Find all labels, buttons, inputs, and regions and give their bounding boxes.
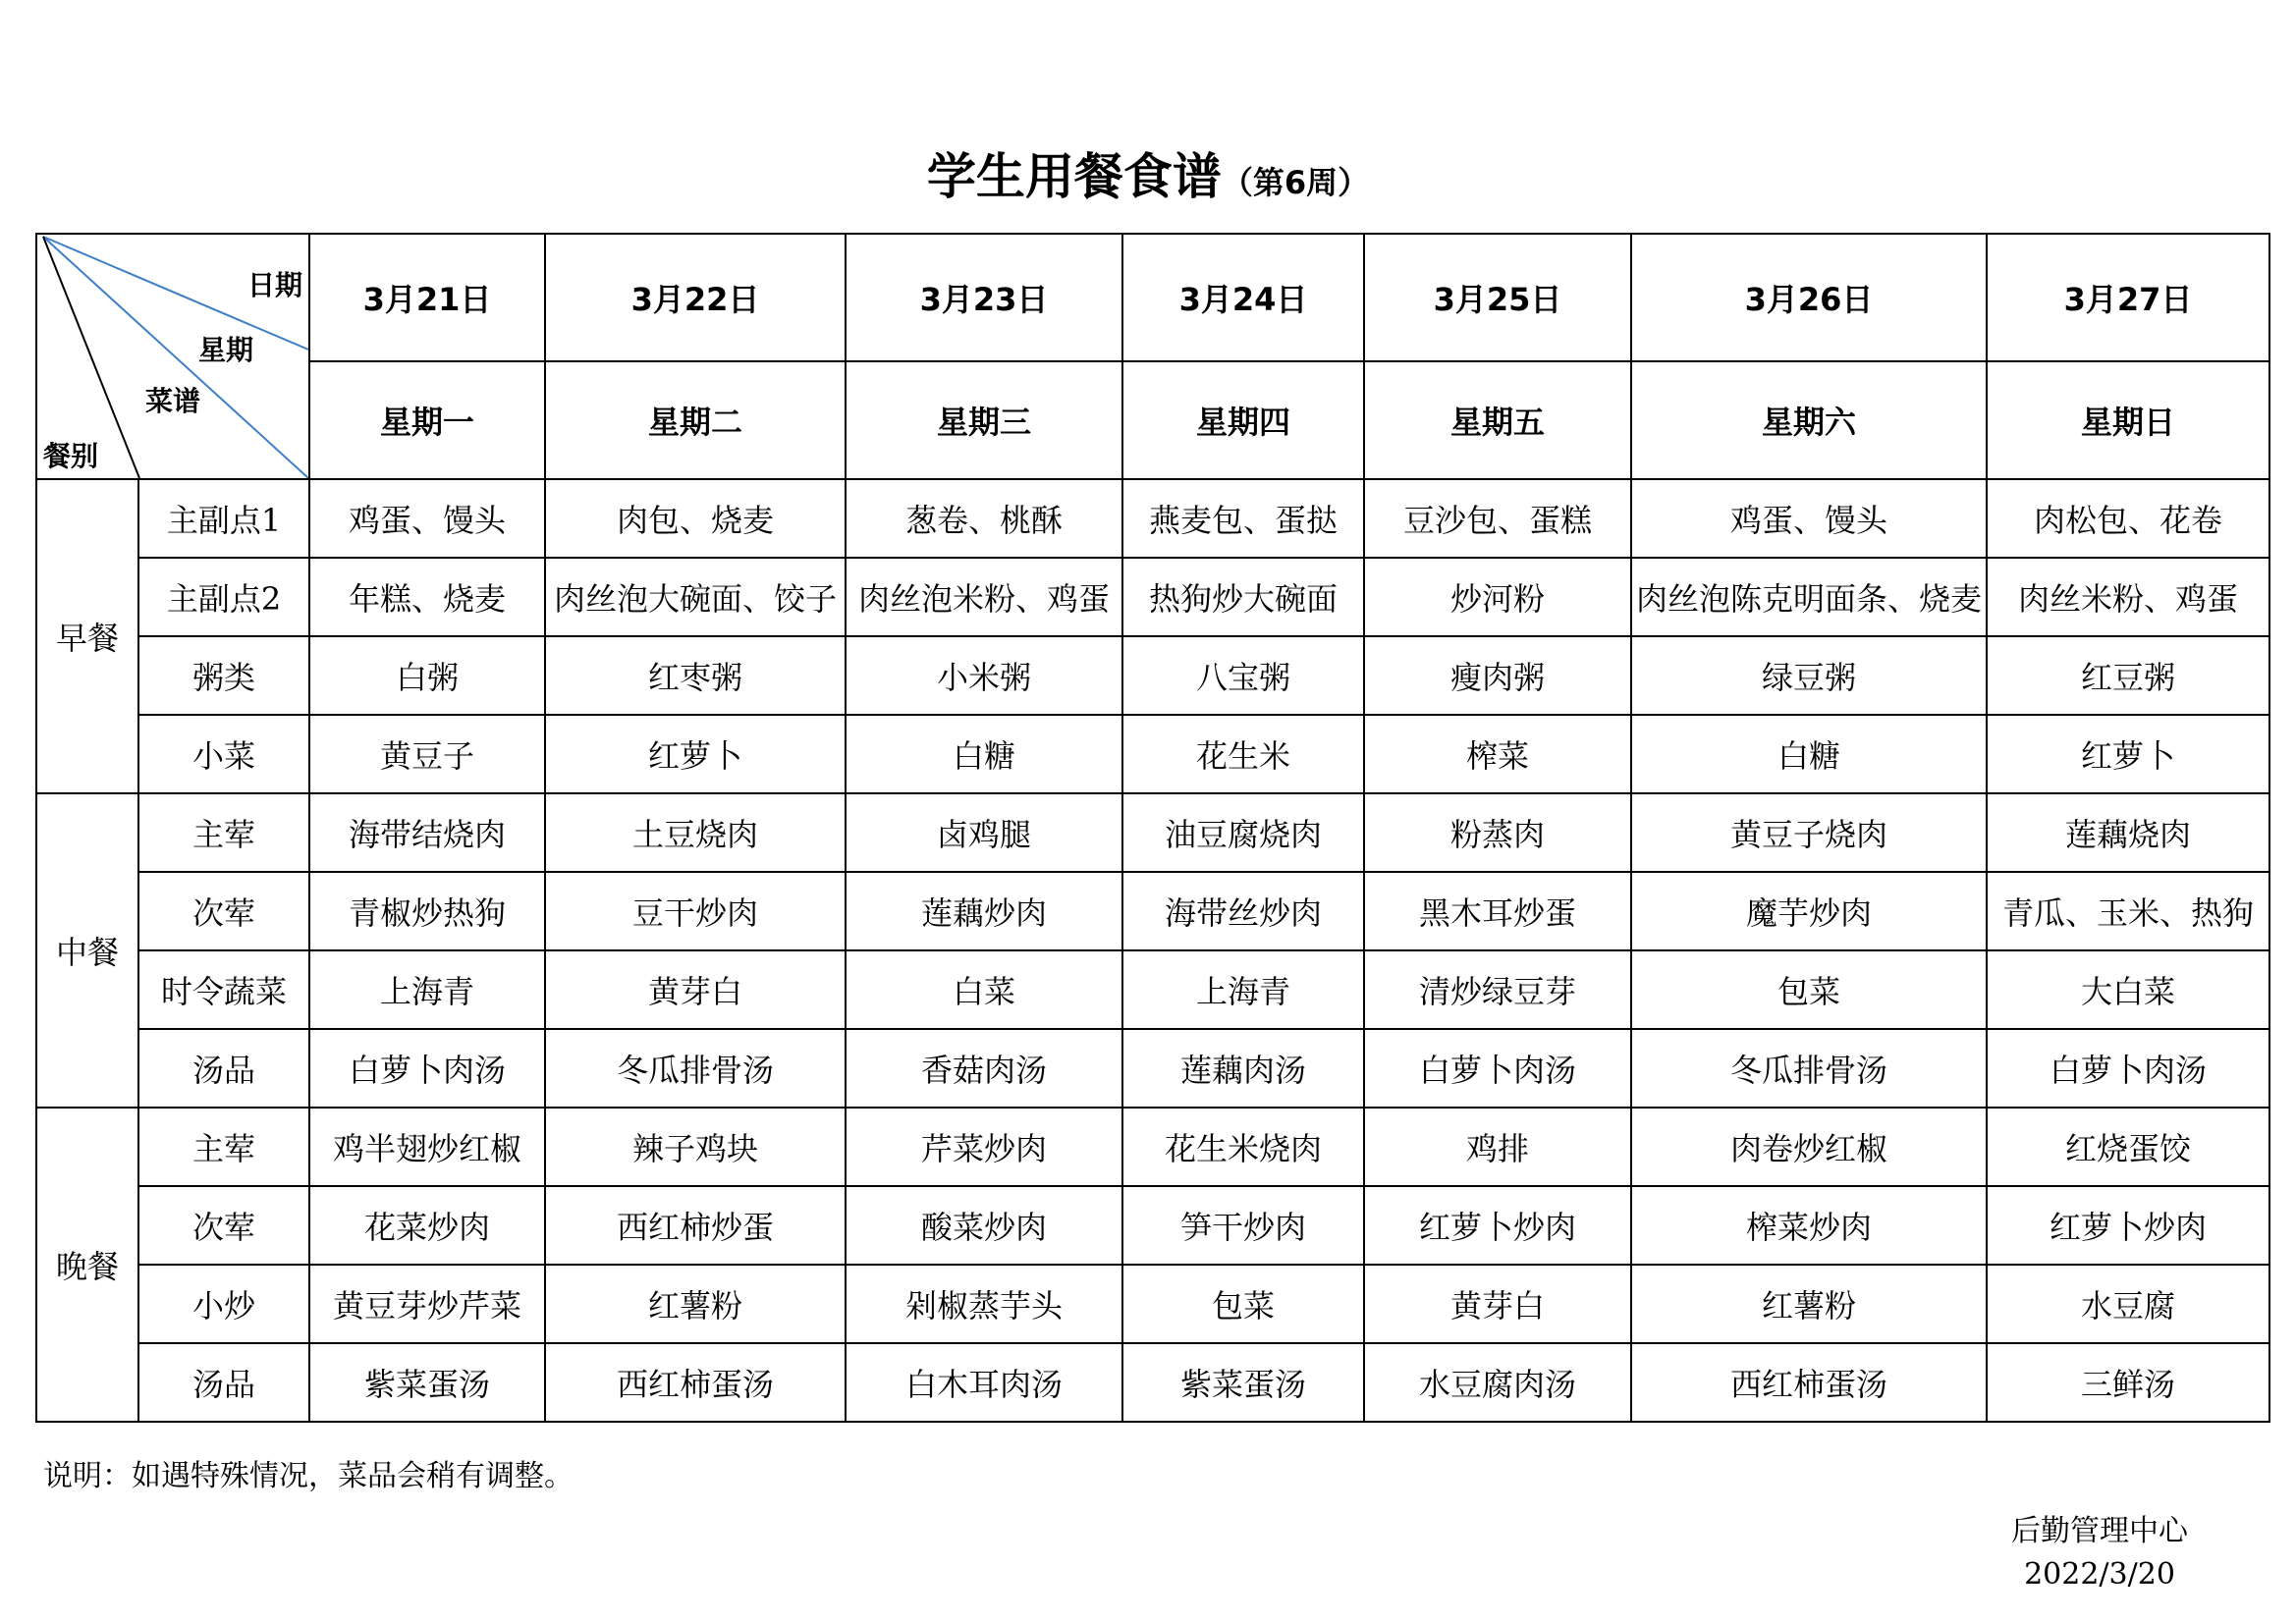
dish-cell: 鸡排 (1364, 1108, 1631, 1186)
footer-org: 后勤管理中心 (2011, 1514, 2188, 1548)
dish-cell: 花生米烧肉 (1122, 1108, 1364, 1186)
meal-name-cell: 中餐 (36, 793, 138, 1108)
dish-cell: 西红柿蛋汤 (1631, 1343, 1987, 1422)
corner-date-label: 日期 (247, 269, 303, 301)
corner-header (36, 234, 309, 479)
date-header: 3月23日 (846, 234, 1122, 361)
dish-category-cell: 次荤 (138, 872, 309, 950)
dish-cell: 红薯粉 (1631, 1265, 1987, 1343)
dish-cell: 莲藕炒肉 (846, 872, 1122, 950)
corner-menu-label: 菜谱 (145, 385, 201, 417)
dish-cell: 香菇肉汤 (846, 1029, 1122, 1108)
table-row (36, 715, 2269, 793)
dish-cell: 莲藕烧肉 (1987, 793, 2269, 872)
dish-cell: 上海青 (309, 950, 545, 1029)
weekday-header: 星期二 (545, 361, 846, 479)
table-row (36, 1265, 2269, 1343)
table-row (36, 1186, 2269, 1265)
dish-cell: 上海青 (1122, 950, 1364, 1029)
menu-table (35, 233, 2270, 1423)
table-row (36, 1029, 2269, 1108)
dish-category-cell: 主荤 (138, 793, 309, 872)
dish-category-cell: 粥类 (138, 636, 309, 715)
dish-category-cell: 主副点1 (138, 479, 309, 558)
dish-cell: 黄芽白 (1364, 1265, 1631, 1343)
dish-cell: 酸菜炒肉 (846, 1186, 1122, 1265)
dish-category-cell: 汤品 (138, 1029, 309, 1108)
dish-cell: 热狗炒大碗面 (1122, 558, 1364, 636)
dish-cell: 红枣粥 (545, 636, 846, 715)
dish-cell: 黄豆芽炒芹菜 (309, 1265, 545, 1343)
dish-cell: 海带结烧肉 (309, 793, 545, 872)
date-header: 3月26日 (1631, 234, 1987, 361)
dish-cell: 黄豆子烧肉 (1631, 793, 1987, 872)
dish-cell: 肉丝米粉、鸡蛋 (1987, 558, 2269, 636)
dish-cell: 小米粥 (846, 636, 1122, 715)
dish-cell: 花菜炒肉 (309, 1186, 545, 1265)
dish-cell: 肉丝泡陈克明面条、烧麦 (1631, 558, 1987, 636)
dish-cell: 冬瓜排骨汤 (1631, 1029, 1987, 1108)
dish-category-cell: 次荤 (138, 1186, 309, 1265)
footer (2011, 1510, 2188, 1596)
dish-cell: 肉松包、花卷 (1987, 479, 2269, 558)
weekday-header: 星期日 (1987, 361, 2269, 479)
dish-cell: 水豆腐 (1987, 1265, 2269, 1343)
dish-cell: 豆沙包、蛋糕 (1364, 479, 1631, 558)
page-title (0, 137, 2296, 208)
note: 说明：如遇特殊情况，菜品会稍有调整。 (43, 1459, 574, 1493)
corner-meal-label: 餐别 (43, 440, 99, 472)
dish-category-cell: 主副点2 (138, 558, 309, 636)
dish-cell: 辣子鸡块 (545, 1108, 846, 1186)
dish-cell: 八宝粥 (1122, 636, 1364, 715)
dish-category-cell: 主荤 (138, 1108, 309, 1186)
dish-cell: 笋干炒肉 (1122, 1186, 1364, 1265)
dish-cell: 榨菜炒肉 (1631, 1186, 1987, 1265)
dish-cell: 炒河粉 (1364, 558, 1631, 636)
title-main: 学生用餐食谱 (926, 148, 1222, 205)
dish-cell: 冬瓜排骨汤 (545, 1029, 846, 1108)
dish-cell: 绿豆粥 (1631, 636, 1987, 715)
dish-cell: 紫菜蛋汤 (1122, 1343, 1364, 1422)
dish-cell: 剁椒蒸芋头 (846, 1265, 1122, 1343)
table-row (36, 1108, 2269, 1186)
dish-cell: 莲藕肉汤 (1122, 1029, 1364, 1108)
dish-cell: 卤鸡腿 (846, 793, 1122, 872)
dish-cell: 土豆烧肉 (545, 793, 846, 872)
dish-cell: 葱卷、桃酥 (846, 479, 1122, 558)
dish-cell: 红萝卜炒肉 (1987, 1186, 2269, 1265)
meal-name-cell: 晚餐 (36, 1108, 138, 1422)
dish-category-cell: 时令蔬菜 (138, 950, 309, 1029)
dish-cell: 黄豆子 (309, 715, 545, 793)
dish-cell: 瘦肉粥 (1364, 636, 1631, 715)
table-row (36, 793, 2269, 872)
dish-cell: 红薯粉 (545, 1265, 846, 1343)
table-row (36, 479, 2269, 558)
dish-category-cell: 汤品 (138, 1343, 309, 1422)
dish-cell: 红萝卜炒肉 (1364, 1186, 1631, 1265)
weekday-header: 星期一 (309, 361, 545, 479)
dish-cell: 水豆腐肉汤 (1364, 1343, 1631, 1422)
title-week: （第6周） (1221, 164, 1370, 201)
dish-cell: 白萝卜肉汤 (309, 1029, 545, 1108)
footer-date: 2022/3/20 (2024, 1557, 2175, 1592)
dish-cell: 肉丝泡大碗面、饺子 (545, 558, 846, 636)
corner-weekday-label: 星期 (198, 334, 254, 366)
menu-body (36, 234, 2269, 1422)
date-header: 3月22日 (545, 234, 846, 361)
dish-cell: 鸡半翅炒红椒 (309, 1108, 545, 1186)
dish-cell: 大白菜 (1987, 950, 2269, 1029)
dish-cell: 肉包、烧麦 (545, 479, 846, 558)
table-row (36, 558, 2269, 636)
dish-cell: 燕麦包、蛋挞 (1122, 479, 1364, 558)
dish-cell: 红萝卜 (545, 715, 846, 793)
table-row (36, 636, 2269, 715)
dish-cell: 白菜 (846, 950, 1122, 1029)
date-header: 3月27日 (1987, 234, 2269, 361)
dish-cell: 鸡蛋、馒头 (1631, 479, 1987, 558)
date-header: 3月24日 (1122, 234, 1364, 361)
dish-cell: 青椒炒热狗 (309, 872, 545, 950)
dish-cell: 豆干炒肉 (545, 872, 846, 950)
dish-cell: 西红柿炒蛋 (545, 1186, 846, 1265)
dish-cell: 包菜 (1122, 1265, 1364, 1343)
dish-cell: 包菜 (1631, 950, 1987, 1029)
weekday-header: 星期四 (1122, 361, 1364, 479)
dish-cell: 红烧蛋饺 (1987, 1108, 2269, 1186)
dish-cell: 肉卷炒红椒 (1631, 1108, 1987, 1186)
table-row (36, 950, 2269, 1029)
dish-cell: 白粥 (309, 636, 545, 715)
dish-cell: 油豆腐烧肉 (1122, 793, 1364, 872)
dish-cell: 白萝卜肉汤 (1364, 1029, 1631, 1108)
dish-cell: 海带丝炒肉 (1122, 872, 1364, 950)
weekday-header: 星期五 (1364, 361, 1631, 479)
table-row (36, 1343, 2269, 1422)
dish-cell: 黄芽白 (545, 950, 846, 1029)
dish-cell: 红萝卜 (1987, 715, 2269, 793)
dish-cell: 花生米 (1122, 715, 1364, 793)
dish-cell: 肉丝泡米粉、鸡蛋 (846, 558, 1122, 636)
date-header: 3月25日 (1364, 234, 1631, 361)
dish-cell: 芹菜炒肉 (846, 1108, 1122, 1186)
dish-cell: 白糖 (1631, 715, 1987, 793)
meal-name-cell: 早餐 (36, 479, 138, 793)
table-row (36, 872, 2269, 950)
dish-cell: 年糕、烧麦 (309, 558, 545, 636)
dish-cell: 黑木耳炒蛋 (1364, 872, 1631, 950)
weekday-header: 星期六 (1631, 361, 1987, 479)
dish-cell: 青瓜、玉米、热狗 (1987, 872, 2269, 950)
dish-cell: 红豆粥 (1987, 636, 2269, 715)
dish-cell: 三鲜汤 (1987, 1343, 2269, 1422)
dish-cell: 魔芋炒肉 (1631, 872, 1987, 950)
dish-category-cell: 小菜 (138, 715, 309, 793)
dish-cell: 白糖 (846, 715, 1122, 793)
weekday-header: 星期三 (846, 361, 1122, 479)
date-header: 3月21日 (309, 234, 545, 361)
dish-cell: 紫菜蛋汤 (309, 1343, 545, 1422)
dish-category-cell: 小炒 (138, 1265, 309, 1343)
dish-cell: 白萝卜肉汤 (1987, 1029, 2269, 1108)
dish-cell: 清炒绿豆芽 (1364, 950, 1631, 1029)
dish-cell: 鸡蛋、馒头 (309, 479, 545, 558)
dish-cell: 西红柿蛋汤 (545, 1343, 846, 1422)
dish-cell: 白木耳肉汤 (846, 1343, 1122, 1422)
dish-cell: 粉蒸肉 (1364, 793, 1631, 872)
dish-cell: 榨菜 (1364, 715, 1631, 793)
